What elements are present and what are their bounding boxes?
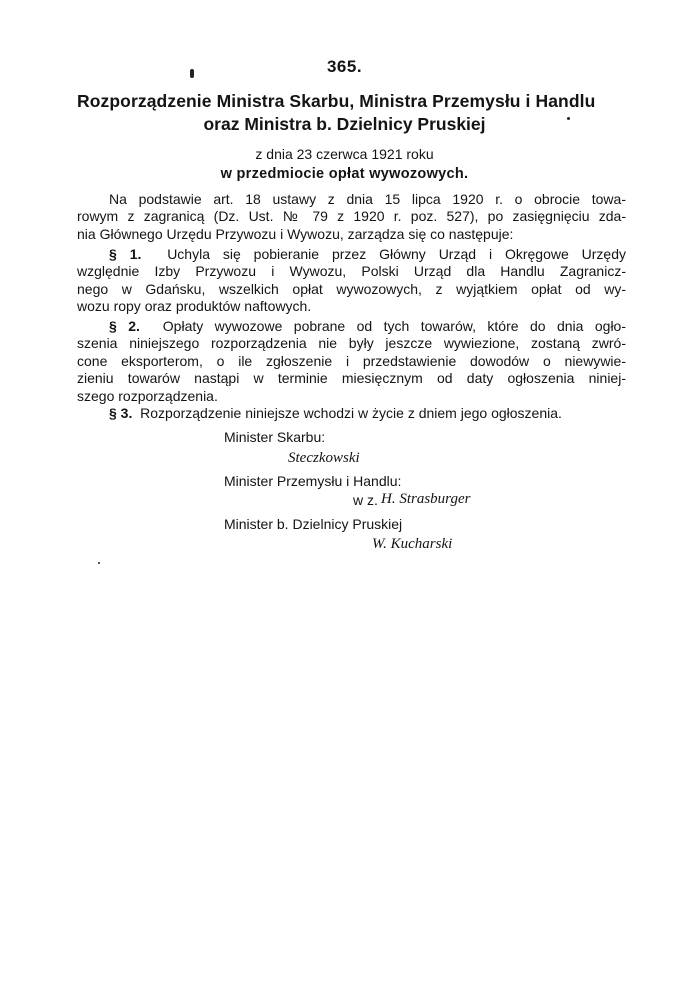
- page-number: 365.: [326, 57, 363, 76]
- section-line: szego rozporządzenia.: [77, 387, 218, 404]
- signature-name: W. Kucharski: [372, 536, 453, 552]
- title-line-2: oraz Ministra b. Dzielnicy Pruskiej: [203, 114, 486, 134]
- signature-name: H. Strasburger: [381, 491, 471, 507]
- section-text: Rozporządzenie niniejsze wchodzi w życie z dniem jego ogłoszenia.: [140, 405, 562, 421]
- document-date: z dnia 23 czerwca 1921 roku: [255, 146, 434, 162]
- title-line-1: Rozporządzenie Ministra Skarbu, Ministra Przemysłu i Handlu: [77, 91, 596, 111]
- signature-office: Minister b. Dzielnicy Pruskiej: [224, 516, 403, 532]
- section-line: zieniu towarów nastąpi w terminie miesięcznym od daty ogłoszenia niniej-: [77, 370, 626, 387]
- section-label: § 2.: [109, 318, 140, 334]
- ink-speck: [567, 117, 570, 120]
- section-line: [77, 405, 626, 422]
- section-label: § 3.: [109, 405, 133, 421]
- preamble-paragraph: [77, 191, 626, 243]
- section-1: [77, 246, 626, 316]
- signature-office: Minister Przemysłu i Handlu:: [224, 473, 402, 489]
- signature-prefix: w z.: [353, 492, 378, 508]
- preamble-line: Na podstawie art. 18 ustawy z dnia 15 lipca 1920 r. o obrocie towa-: [109, 191, 626, 207]
- section-label: § 1.: [109, 246, 142, 262]
- section-line: cone eksporterom, o ile zgłoszenie i przedstawienie dowodów o niewywie-: [77, 352, 626, 369]
- section-line: nego w Gdańsku, wszelkich opłat wywozowych, z wyjątkiem opłat od wy-: [77, 280, 626, 297]
- section-2: [77, 318, 626, 405]
- ink-speck: [98, 562, 100, 564]
- preamble-line: rowym z zagranicą (Dz. Ust. № 79 z 1920 r. poz. 527), po zasięgnięciu zda-: [77, 208, 626, 225]
- signature-name: Steczkowski: [288, 450, 360, 466]
- section-text: Opłaty wywozowe pobrane od tych towarów, które do dnia ogło-: [162, 318, 626, 334]
- section-line: względnie Izby Przywozu i Wywozu, Polski Urząd dla Handlu Zagranicz-: [77, 263, 626, 280]
- document-subject: w przedmiocie opłat wywozowych.: [220, 166, 469, 182]
- preamble-line: nia Głównego Urzędu Przywozu i Wywozu, zarządza się co następuje:: [77, 225, 514, 242]
- signature-office: Minister Skarbu:: [224, 429, 326, 445]
- section-line: wozu ropy oraz produktów naftowych.: [77, 298, 312, 315]
- section-line: szenia niniejszego rozporządzenia nie były jeszcze wywiezione, zostaną zwró-: [77, 335, 626, 352]
- section-3: [77, 405, 626, 422]
- section-line: [77, 246, 626, 263]
- section-text: Uchyla się pobieranie przez Główny Urząd i Okręgowe Urzędy: [167, 246, 627, 262]
- section-line: [77, 318, 626, 335]
